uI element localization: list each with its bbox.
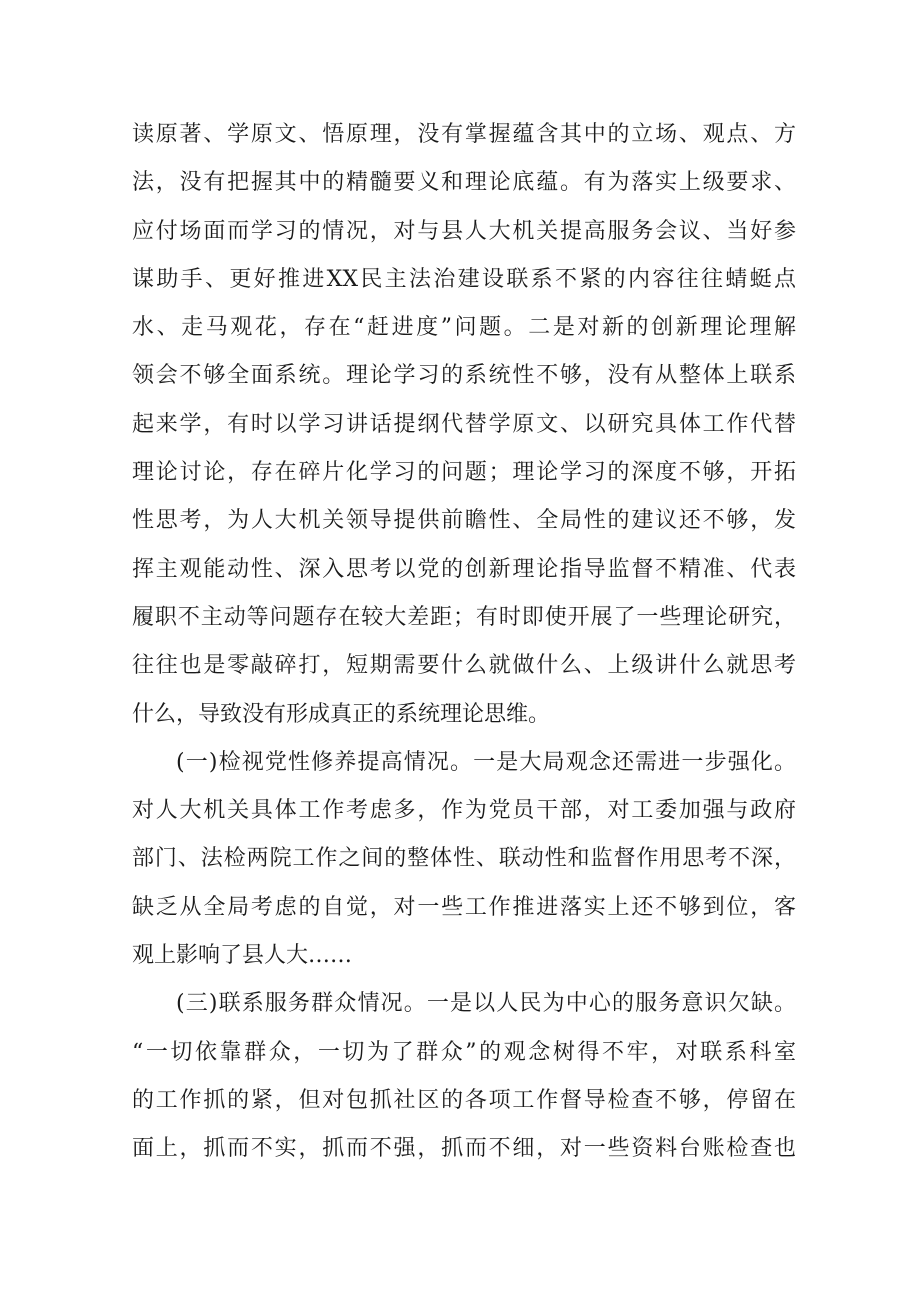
text-line: 应付场面而学习的情况，对与县人大机关提高服务会议、当好参 <box>132 218 796 244</box>
paragraph-1 <box>132 111 796 739</box>
text-line: 水、走马观花，存在“赶进度”问题。二是对新的创新理论理解 <box>132 315 796 341</box>
text-line: 履职不主动等问题存在较大差距；有时即使开展了一些理论研究， <box>132 604 796 630</box>
paragraph-2 <box>132 739 796 980</box>
text-line: 性思考，为人大机关领导提供前瞻性、全局性的建议还不够，发 <box>132 508 796 534</box>
text-line: 理论讨论，存在碎片化学习的问题；理论学习的深度不够，开拓 <box>132 460 796 486</box>
text-line: 领会不够全面系统。理论学习的系统性不够，没有从整体上联系 <box>132 363 796 389</box>
text-line: 面上，抓而不实，抓而不强，抓而不细，对一些资料台账检查也 <box>132 1136 796 1162</box>
text-line: 读原著、学原文、悟原理，没有掌握蕴含其中的立场、观点、方 <box>132 122 796 147</box>
text-line: 观上影响了县人大…… <box>132 943 353 969</box>
text-line: 挥主观能动性、深入思考以党的创新理论指导监督不精准、代表 <box>132 556 796 582</box>
text-line: “一切依靠群众，一切为了群众”的观念树得不牢，对联系科室 <box>132 1039 796 1065</box>
text-line: 部门、法检两院工作之间的整体性、联动性和监督作用思考不深， <box>132 846 796 872</box>
text-line: 起来学，有时以学习讲话提纲代替学原文、以研究具体工作代替 <box>132 411 796 437</box>
paragraph-3 <box>132 980 796 1173</box>
text-line: 缺乏从全局考虑的自觉，对一些工作推进落实上还不够到位，客 <box>132 894 796 920</box>
text-line: 的工作抓的紧，但对包抓社区的各项工作督导检查不够，停留在 <box>132 1087 796 1113</box>
document-body <box>132 111 796 1174</box>
section-heading-line: (三)联系服务群众情况。一是以人民为中心的服务意识欠缺。 <box>176 991 796 1017</box>
text-line: 谋助手、更好推进XX民主法治建设联系不紧的内容往往蜻蜓点 <box>132 266 796 292</box>
text-line: 往往也是零敲碎打，短期需要什么就做什么、上级讲什么就思考 <box>132 653 796 679</box>
text-line: 什么，导致没有形成真正的系统理论思维。 <box>132 701 551 727</box>
section-heading-line: (一)检视党性修养提高情况。一是大局观念还需进一步强化。 <box>176 749 796 775</box>
text-line: 法，没有把握其中的精髓要义和理论底蕴。有为落实上级要求、 <box>132 170 796 196</box>
text-line: 对人大机关具体工作考虑多，作为党员干部，对工委加强与政府 <box>132 798 796 824</box>
